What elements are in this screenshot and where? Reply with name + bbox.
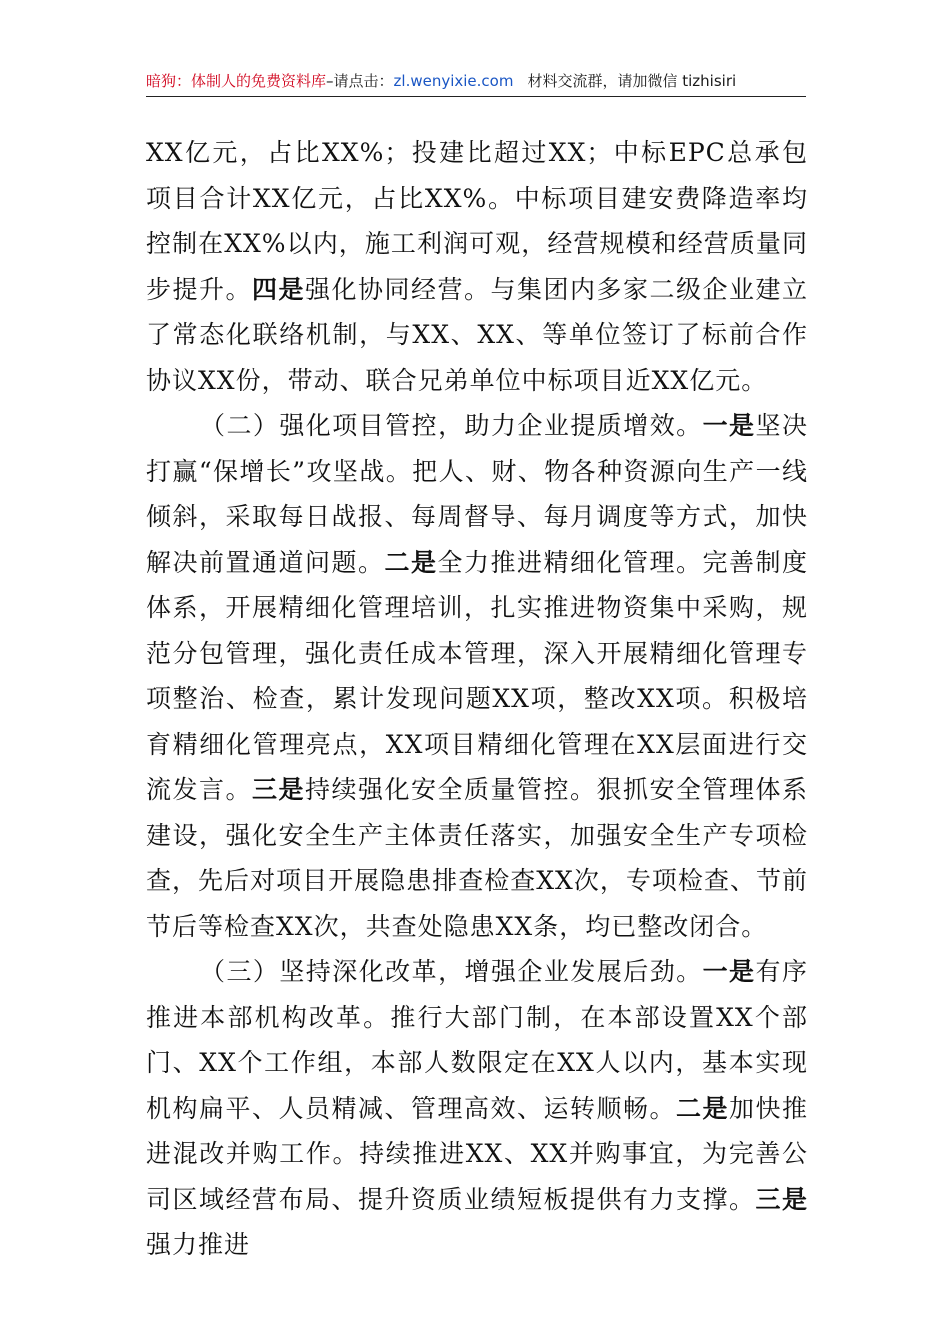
text-run: 坚决打赢“保增长”攻坚战。把人、财、物各种资源向生产一线倾斜，采取每日战报、每周督导、每月调度等方式，加快解决前置通道问题。 [146,411,808,577]
text-run: 强力推进 [146,1230,251,1259]
page-header [146,70,806,96]
paragraph-3 [146,949,808,1268]
text-run: 有序推进本部机构改革。推行大部门制，在本部设置XX个部门、XX个工作组，本部人数限定在XX人以内，基本实现机构扁平、人员精减、管理高效、运转顺畅。 [146,957,808,1123]
paragraph-1 [146,130,808,403]
document-body [146,130,808,1268]
site-link[interactable]: zl.wenyixie.com [393,72,514,90]
bold-lead: 二是 [675,1093,729,1123]
text-run: XX亿元，占比XX%；投建比超过XX；中标EPC总承包项目合计XX亿元，占比XX%。中标项目建安费降造率均控制在XX%以内，施工利润可观，经营规模和经营质量同步提升。 [146,138,808,304]
section-heading: （三）坚持深化改革，增强企业发展后劲。 [200,957,703,986]
promo-text: 暗狗：体制人的免费资料库 [146,72,327,90]
bold-lead: 三是 [252,775,305,804]
paragraph-2 [146,403,808,949]
text-run: 全力推进精细化管理。完善制度体系，开展精细化管理培训，扎实推进物资集中采购，规范分包管理，强化责任成本管理，深入开展精细化管理专项整治、检查，累计发现问题XX项，整改XX项。积极培育精细化管理亮点，XX项目精细化管理在XX层面进行交流发言。 [146,547,808,804]
bold-lead: 一是 [702,411,756,440]
bold-lead: 三是 [755,1184,808,1214]
text-run: 强化协同经营。与集团内多家二级企业建立了常态化联络机制，与XX、XX、等单位签订了标前合作协议XX份，带动、联合兄弟单位中标项目近XX亿元。 [146,274,808,395]
bold-lead: 二是 [384,547,438,577]
group-contact-text: 材料交流群，请加微信 tizhisiri [527,72,737,90]
bold-lead: 一是 [702,957,756,986]
section-heading: （二）强化项目管控，助力企业提质增效。 [200,411,703,440]
header-divider [146,96,806,97]
link-prefix: –请点击： [326,72,394,90]
bold-lead: 四是 [252,274,305,304]
text-run: 持续强化安全质量管控。狠抓安全管理体系建设，强化安全生产主体责任落实，加强安全生产专项检查，先后对项目开展隐患排查检查XX次，专项检查、节前节后等检查XX次，共查处隐患XX条，均已整改闭合。 [146,775,808,941]
text-run: 加快推进混改并购工作。持续推进XX、XX并购事宜，为完善公司区域经营布局、提升资质业绩短板提供有力支撑。 [146,1093,808,1214]
